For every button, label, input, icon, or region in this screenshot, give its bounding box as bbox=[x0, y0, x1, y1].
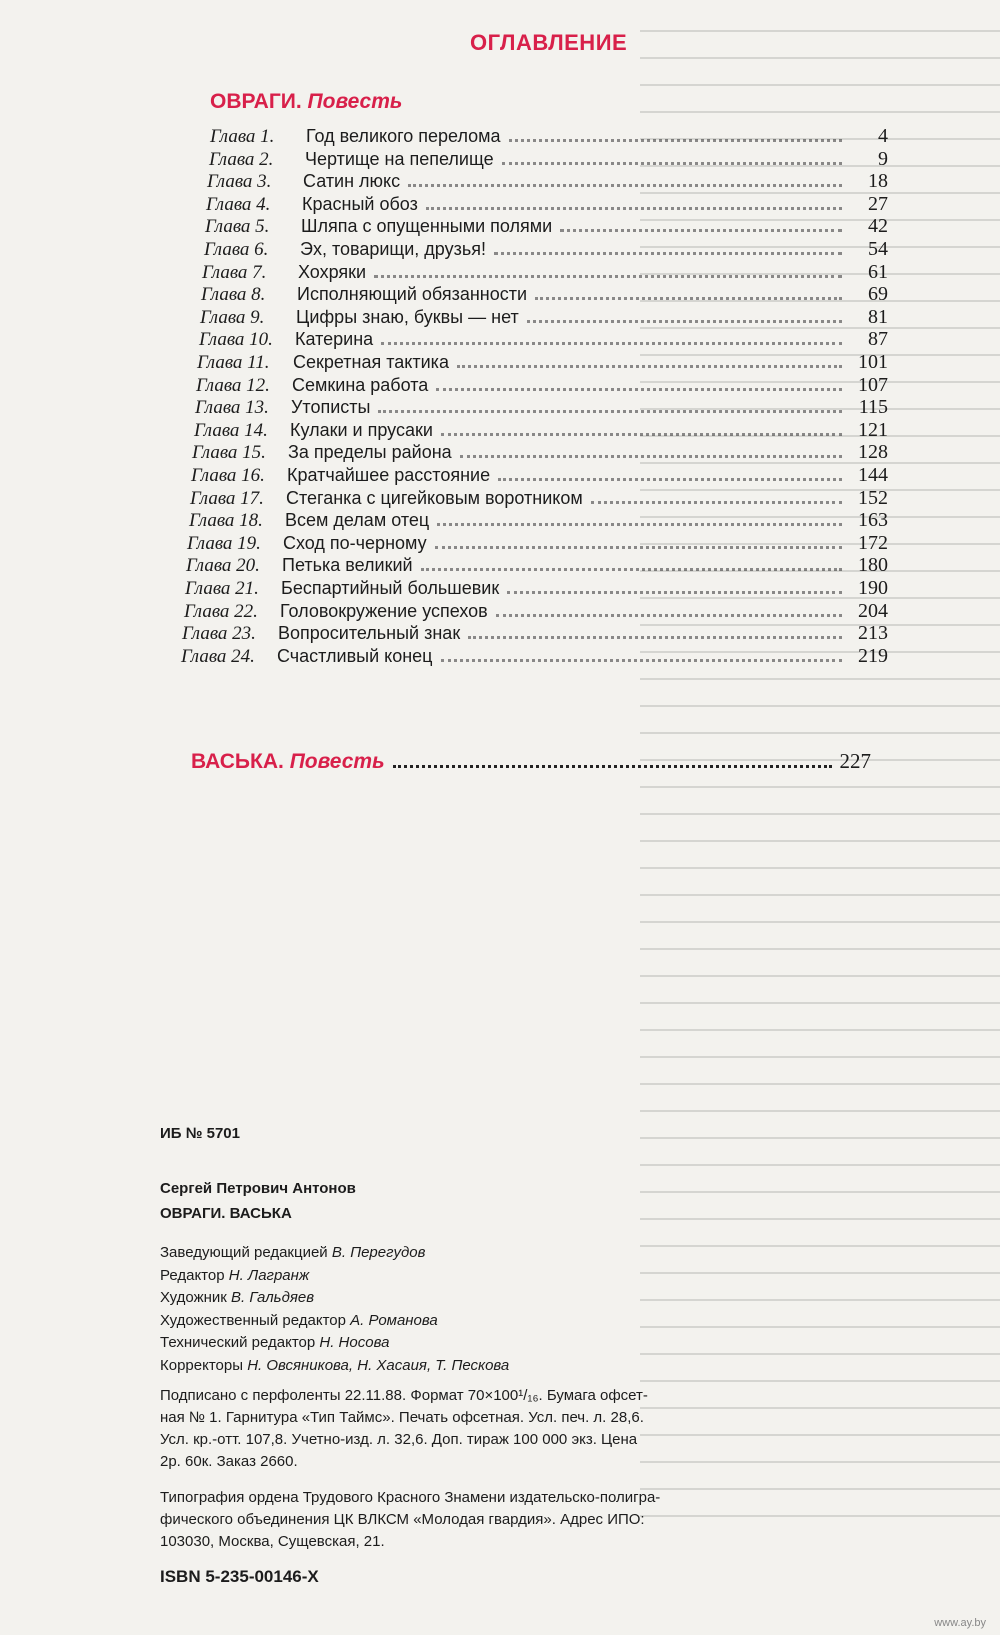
part-2-heading bbox=[191, 749, 871, 774]
chapter-label: Глава 18. bbox=[189, 510, 263, 531]
leader-dots bbox=[426, 206, 842, 210]
chapter-row bbox=[189, 509, 888, 533]
leader-dots bbox=[408, 183, 842, 187]
credits-list bbox=[160, 1242, 509, 1377]
chapter-label: Глава 2. bbox=[209, 149, 274, 170]
ib-number: ИБ № 5701 bbox=[160, 1125, 240, 1142]
specs-line: Подписано с перфоленты 22.11.88. Формат 70×100¹/₁₆. Бумага офсет- bbox=[160, 1387, 648, 1404]
chapter-label: Глава 15. bbox=[192, 442, 266, 463]
chapter-page: 172 bbox=[858, 532, 888, 554]
leader-dots bbox=[468, 635, 842, 639]
part-2-title: ВАСЬКА. bbox=[191, 750, 284, 773]
chapter-page: 121 bbox=[858, 419, 888, 441]
chapter-label: Глава 6. bbox=[204, 239, 269, 260]
leader-dots bbox=[460, 454, 842, 458]
chapter-row bbox=[210, 125, 888, 149]
credit-name: Н. Носова bbox=[319, 1334, 390, 1351]
specs-line: ная № 1. Гарнитура «Тип Таймс». Печать офсетная. Усл. печ. л. 28,6. bbox=[160, 1409, 644, 1426]
chapter-row bbox=[197, 351, 888, 375]
credit-row bbox=[160, 1242, 509, 1265]
credit-role: Корректоры bbox=[160, 1356, 244, 1374]
chapter-row bbox=[207, 170, 888, 194]
chapter-row bbox=[190, 487, 888, 511]
chapter-title: Вопросительный знак bbox=[278, 623, 461, 643]
isbn: ISBN 5-235-00146-X bbox=[160, 1567, 319, 1586]
chapter-row bbox=[184, 600, 888, 624]
chapter-title: Стеганка с цигейковым воротником bbox=[286, 488, 583, 508]
chapter-page: 18 bbox=[868, 170, 888, 192]
chapter-label: Глава 22. bbox=[184, 601, 258, 622]
chapter-row bbox=[201, 283, 888, 307]
leader-dots bbox=[393, 764, 832, 768]
chapter-label: Глава 16. bbox=[191, 465, 265, 486]
leader-dots bbox=[436, 387, 842, 391]
credit-role: Технический редактор bbox=[160, 1334, 316, 1351]
leader-dots bbox=[509, 138, 842, 142]
credit-role: Редактор bbox=[160, 1266, 225, 1284]
chapter-page: 190 bbox=[858, 577, 888, 599]
leader-dots bbox=[374, 274, 842, 278]
chapter-row bbox=[199, 328, 888, 352]
chapter-title: За пределы района bbox=[288, 442, 452, 462]
chapter-label: Глава 17. bbox=[190, 488, 264, 509]
chapter-row bbox=[194, 419, 888, 443]
chapter-page: 163 bbox=[858, 509, 888, 531]
chapter-title: Кулаки и прусаки bbox=[290, 420, 433, 440]
chapter-row bbox=[206, 193, 888, 217]
watermark: www.ay.by bbox=[934, 1617, 986, 1629]
chapter-page: 107 bbox=[858, 374, 888, 396]
chapter-title: Катерина bbox=[295, 329, 374, 349]
chapter-page: 144 bbox=[858, 464, 888, 486]
chapter-page: 54 bbox=[868, 238, 888, 260]
chapter-title: Красный обоз bbox=[302, 194, 418, 214]
chapter-title: Утописты bbox=[291, 397, 371, 417]
chapter-label: Глава 8. bbox=[201, 284, 266, 305]
chapter-row bbox=[202, 261, 888, 285]
credit-role: Художественный редактор bbox=[160, 1311, 346, 1329]
leader-dots bbox=[560, 228, 842, 232]
chapter-row bbox=[187, 532, 888, 556]
chapter-title: Шляпа с опущенными полями bbox=[301, 216, 553, 236]
leader-dots bbox=[494, 251, 842, 255]
leader-dots bbox=[457, 364, 842, 368]
leader-dots bbox=[435, 545, 842, 549]
leader-dots bbox=[437, 522, 842, 526]
chapter-page: 128 bbox=[858, 441, 888, 463]
chapter-title: Счастливый конец bbox=[277, 646, 433, 666]
leader-dots bbox=[441, 658, 843, 662]
leader-dots bbox=[381, 341, 842, 345]
credit-row bbox=[160, 1355, 509, 1378]
book-title: ОВРАГИ. ВАСЬКА bbox=[160, 1205, 292, 1222]
leader-dots bbox=[441, 432, 842, 436]
leader-dots bbox=[498, 477, 842, 481]
chapter-title: Цифры знаю, буквы — нет bbox=[296, 307, 519, 327]
chapter-page: 213 bbox=[858, 622, 888, 644]
credit-row bbox=[160, 1310, 509, 1333]
printer-line: фического объединения ЦК ВЛКСМ «Молодая гвардия». Адрес ИПО: bbox=[160, 1511, 645, 1528]
part-1-heading bbox=[210, 90, 402, 114]
credit-row bbox=[160, 1287, 509, 1310]
credit-role: Художник bbox=[160, 1289, 227, 1306]
leader-dots bbox=[527, 319, 842, 323]
credit-name: Н. Овсяникова, Н. Хасаия, Т. Пескова bbox=[247, 1356, 510, 1374]
chapter-title: Чертище на пепелище bbox=[305, 149, 494, 169]
leader-dots bbox=[502, 161, 842, 165]
chapter-row bbox=[182, 622, 888, 646]
chapter-label: Глава 24. bbox=[181, 646, 255, 667]
chapter-label: Глава 11. bbox=[197, 352, 270, 373]
chapter-title: Исполняющий обязанности bbox=[297, 284, 528, 304]
chapter-label: Глава 12. bbox=[196, 375, 270, 396]
chapter-page: 204 bbox=[858, 600, 888, 622]
printer-line: 103030, Москва, Сущевская, 21. bbox=[160, 1533, 385, 1550]
chapter-page: 81 bbox=[868, 306, 888, 328]
credit-role: Заведующий редакцией bbox=[160, 1244, 328, 1261]
chapter-label: Глава 3. bbox=[207, 171, 272, 192]
chapter-row bbox=[191, 464, 888, 488]
chapter-page: 27 bbox=[868, 193, 888, 215]
chapter-label: Глава 23. bbox=[182, 623, 256, 644]
chapter-title: Семкина работа bbox=[292, 375, 429, 395]
credit-name: Н. Лагранж bbox=[228, 1266, 310, 1284]
chapter-page: 152 bbox=[858, 487, 888, 509]
part-2-genre: Повесть bbox=[289, 750, 385, 773]
printer-line: Типография ордена Трудового Красного Знамени издательско-полигра- bbox=[160, 1489, 661, 1506]
chapter-page: 9 bbox=[878, 148, 888, 170]
chapter-page: 180 bbox=[858, 554, 888, 576]
chapter-row bbox=[186, 554, 888, 578]
author-name: Сергей Петрович Антонов bbox=[160, 1180, 356, 1197]
chapter-title: Беспартийный большевик bbox=[281, 578, 500, 598]
chapter-label: Глава 1. bbox=[210, 126, 275, 147]
chapter-row bbox=[209, 148, 888, 172]
chapter-row bbox=[204, 238, 888, 262]
chapter-label: Глава 10. bbox=[199, 329, 273, 350]
chapter-row bbox=[185, 577, 888, 601]
printer-info bbox=[160, 1487, 880, 1553]
part-1-genre: Повесть bbox=[307, 90, 403, 113]
leader-dots bbox=[507, 590, 842, 594]
leader-dots bbox=[421, 567, 842, 571]
specs-line: 2р. 60к. Заказ 2660. bbox=[160, 1453, 298, 1470]
chapter-label: Глава 14. bbox=[194, 420, 268, 441]
chapter-row bbox=[181, 645, 888, 669]
credit-name: В. Перегудов bbox=[331, 1244, 426, 1261]
credit-row bbox=[160, 1265, 509, 1288]
part-2-page: 227 bbox=[839, 749, 871, 773]
credit-name: В. Гальдяев bbox=[231, 1289, 315, 1306]
chapter-title: Головокружение успехов bbox=[280, 601, 488, 621]
print-specs bbox=[160, 1385, 880, 1473]
chapter-title: Петька великий bbox=[282, 555, 413, 575]
chapter-page: 61 bbox=[868, 261, 888, 283]
chapter-title: Сход по-черному bbox=[283, 533, 427, 553]
chapter-label: Глава 9. bbox=[200, 307, 265, 328]
leader-dots bbox=[535, 296, 842, 300]
chapter-row bbox=[195, 396, 888, 420]
chapter-page: 69 bbox=[868, 283, 888, 305]
chapter-label: Глава 5. bbox=[205, 216, 270, 237]
toc-heading: ОГЛАВЛЕНИЕ bbox=[470, 30, 628, 55]
chapter-title: Кратчайшее расстояние bbox=[287, 465, 491, 485]
chapter-label: Глава 7. bbox=[202, 262, 267, 283]
chapter-label: Глава 4. bbox=[206, 194, 271, 215]
chapter-title: Сатин люкс bbox=[303, 171, 401, 191]
leader-dots bbox=[496, 613, 842, 617]
credit-row bbox=[160, 1332, 509, 1355]
chapter-title: Секретная тактика bbox=[293, 352, 449, 372]
leader-dots bbox=[591, 500, 842, 504]
part-1-title: ОВРАГИ. bbox=[210, 90, 302, 113]
chapter-page: 4 bbox=[878, 125, 888, 147]
leader-dots bbox=[378, 409, 842, 413]
chapter-label: Глава 13. bbox=[195, 397, 269, 418]
chapter-row bbox=[196, 374, 888, 398]
chapter-page: 101 bbox=[858, 351, 888, 373]
chapter-row bbox=[200, 306, 888, 330]
chapter-label: Глава 21. bbox=[185, 578, 259, 599]
chapter-title: Хохряки bbox=[298, 262, 367, 282]
chapter-label: Глава 20. bbox=[186, 555, 260, 576]
chapter-page: 219 bbox=[858, 645, 888, 667]
chapter-label: Глава 19. bbox=[187, 533, 261, 554]
chapter-row bbox=[205, 215, 888, 239]
chapter-title: Эх, товарищи, друзья! bbox=[300, 239, 486, 259]
specs-line: Усл. кр.-отт. 107,8. Учетно-изд. л. 32,6. Доп. тираж 100 000 экз. Цена bbox=[160, 1431, 638, 1448]
chapter-title: Год великого перелома bbox=[306, 126, 501, 146]
chapter-page: 87 bbox=[868, 328, 888, 350]
chapter-page: 115 bbox=[858, 396, 888, 418]
chapter-title: Всем делам отец bbox=[285, 510, 430, 530]
chapter-page: 42 bbox=[868, 215, 888, 237]
credit-name: А. Романова bbox=[350, 1311, 438, 1329]
chapter-row bbox=[192, 441, 888, 465]
